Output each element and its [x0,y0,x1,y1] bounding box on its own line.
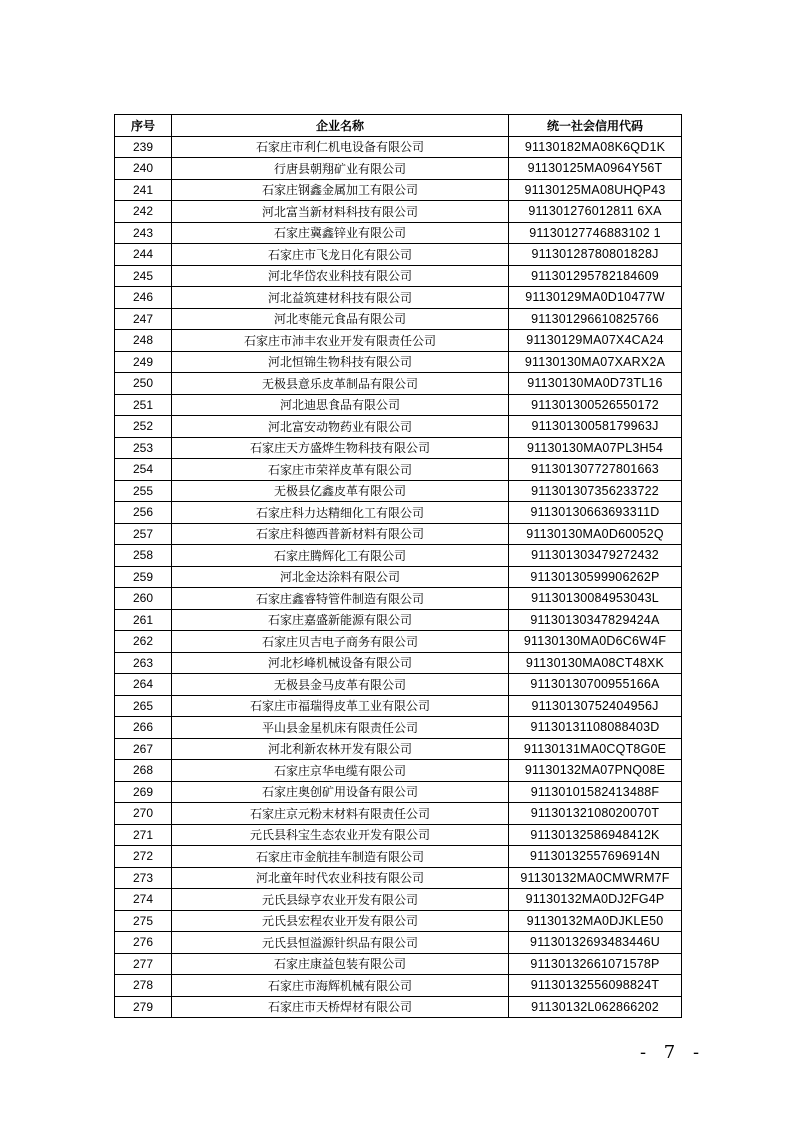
row-credit-code: 91130130MA0D60052Q [509,523,682,545]
row-enterprise-name: 河北杉峰机械设备有限公司 [172,652,509,674]
table-row [115,652,682,674]
row-enterprise-name: 石家庄奥创矿用设备有限公司 [172,781,509,803]
row-index: 251 [115,394,172,416]
row-index: 249 [115,351,172,373]
row-index: 259 [115,566,172,588]
table-row [115,287,682,309]
table-row [115,867,682,889]
table-row [115,588,682,610]
row-credit-code: 91130132MA07PNQ08E [509,760,682,782]
row-enterprise-name: 河北富当新材料科技有限公司 [172,201,509,223]
row-enterprise-name: 石家庄嘉盛新能源有限公司 [172,609,509,631]
table-row [115,717,682,739]
row-credit-code: 911301303479272432 [509,545,682,567]
row-index: 269 [115,781,172,803]
row-index: 254 [115,459,172,481]
row-enterprise-name: 石家庄钢鑫金属加工有限公司 [172,179,509,201]
row-index: 245 [115,265,172,287]
row-credit-code: 91130132MA0DJKLE50 [509,910,682,932]
row-enterprise-name: 石家庄市飞龙日化有限公司 [172,244,509,266]
row-index: 264 [115,674,172,696]
row-credit-code: 91130132693483446U [509,932,682,954]
row-credit-code: 91130129MA0D10477W [509,287,682,309]
row-credit-code: 911301295782184609 [509,265,682,287]
row-enterprise-name: 石家庄市沛丰农业开发有限责任公司 [172,330,509,352]
row-enterprise-name: 石家庄天方盛烨生物科技有限公司 [172,437,509,459]
table-row [115,846,682,868]
row-credit-code: 911301300526550172 [509,394,682,416]
row-credit-code: 91130128780801828J [509,244,682,266]
row-enterprise-name: 无极县金马皮革有限公司 [172,674,509,696]
row-enterprise-name: 行唐县朝翔矿业有限公司 [172,158,509,180]
row-index: 271 [115,824,172,846]
row-credit-code: 91130132L062866202 [509,996,682,1018]
table-body [115,136,682,1018]
row-credit-code: 91130130752404956J [509,695,682,717]
row-index: 266 [115,717,172,739]
table-row [115,416,682,438]
row-enterprise-name: 石家庄科德西普新材料有限公司 [172,523,509,545]
row-index: 262 [115,631,172,653]
table-row [115,394,682,416]
row-index: 263 [115,652,172,674]
row-index: 273 [115,867,172,889]
row-enterprise-name: 河北童年时代农业科技有限公司 [172,867,509,889]
row-credit-code: 91130130MA08CT48XK [509,652,682,674]
table-row [115,459,682,481]
row-index: 261 [115,609,172,631]
table-row [115,265,682,287]
table-row [115,523,682,545]
row-credit-code: 911301307727801663 [509,459,682,481]
row-credit-code: 91130131MA0CQT8G0E [509,738,682,760]
row-credit-code: 91130130058179963J [509,416,682,438]
row-enterprise-name: 河北枣能元食品有限公司 [172,308,509,330]
row-enterprise-name: 元氏县宏程农业开发有限公司 [172,910,509,932]
row-credit-code: 91130132556098824T [509,975,682,997]
row-enterprise-name: 无极县亿鑫皮革有限公司 [172,480,509,502]
row-index: 272 [115,846,172,868]
row-index: 265 [115,695,172,717]
table-row [115,308,682,330]
row-index: 252 [115,416,172,438]
row-enterprise-name: 平山县金星机床有限责任公司 [172,717,509,739]
row-enterprise-name: 石家庄市利仁机电设备有限公司 [172,136,509,158]
table-row [115,480,682,502]
row-index: 242 [115,201,172,223]
row-credit-code: 91130130MA07PL3H54 [509,437,682,459]
row-credit-code: 91130132586948412K [509,824,682,846]
table-row [115,975,682,997]
row-credit-code: 91130130MA07XARX2A [509,351,682,373]
row-credit-code: 91130131108088403D [509,717,682,739]
table-row [115,803,682,825]
row-enterprise-name: 石家庄京元粉末材料有限责任公司 [172,803,509,825]
row-index: 241 [115,179,172,201]
row-credit-code: 91130182MA08K6QD1K [509,136,682,158]
row-index: 246 [115,287,172,309]
row-credit-code: 91130127746883102 1 [509,222,682,244]
table-row [115,609,682,631]
table-row [115,932,682,954]
row-enterprise-name: 石家庄市金航挂车制造有限公司 [172,846,509,868]
table-header-row [115,115,682,137]
row-enterprise-name: 无极县意乐皮革制品有限公司 [172,373,509,395]
table-row [115,760,682,782]
row-enterprise-name: 石家庄市海辉机械有限公司 [172,975,509,997]
row-credit-code: 91130130347829424A [509,609,682,631]
row-enterprise-name: 石家庄科力达精细化工有限公司 [172,502,509,524]
table-row [115,437,682,459]
row-index: 268 [115,760,172,782]
table-row [115,244,682,266]
table-row [115,222,682,244]
row-index: 240 [115,158,172,180]
row-enterprise-name: 河北华岱农业科技有限公司 [172,265,509,287]
row-index: 244 [115,244,172,266]
table-row [115,566,682,588]
row-enterprise-name: 石家庄鑫睿特管件制造有限公司 [172,588,509,610]
table-row [115,953,682,975]
row-enterprise-name: 河北富安动物药业有限公司 [172,416,509,438]
header-index: 序号 [115,115,172,137]
table-row [115,889,682,911]
row-credit-code: 911301296610825766 [509,308,682,330]
row-credit-code: 911301307356233722 [509,480,682,502]
row-index: 253 [115,437,172,459]
header-credit-code: 统一社会信用代码 [509,115,682,137]
row-credit-code: 91130129MA07X4CA24 [509,330,682,352]
row-credit-code: 91130130700955166A [509,674,682,696]
row-index: 256 [115,502,172,524]
table-row [115,201,682,223]
row-credit-code: 91130132MA0CMWRM7F [509,867,682,889]
row-index: 278 [115,975,172,997]
row-enterprise-name: 河北利新农林开发有限公司 [172,738,509,760]
table-row [115,351,682,373]
page-number: - 7 - [640,1042,706,1063]
table-row [115,631,682,653]
enterprise-table [114,114,682,1018]
row-enterprise-name: 石家庄市福瑞得皮革工业有限公司 [172,695,509,717]
row-enterprise-name: 河北迪思食品有限公司 [172,394,509,416]
row-enterprise-name: 石家庄冀鑫锌业有限公司 [172,222,509,244]
table-row [115,373,682,395]
row-enterprise-name: 元氏县绿亨农业开发有限公司 [172,889,509,911]
row-index: 274 [115,889,172,911]
row-credit-code: 91130130663693311D [509,502,682,524]
row-enterprise-name: 河北金达涂料有限公司 [172,566,509,588]
row-enterprise-name: 石家庄腾辉化工有限公司 [172,545,509,567]
row-enterprise-name: 元氏县恒溢源针织品有限公司 [172,932,509,954]
row-credit-code: 91130130MA0D73TL16 [509,373,682,395]
table-row [115,136,682,158]
table-row [115,545,682,567]
row-index: 247 [115,308,172,330]
row-credit-code: 91130125MA0964Y56T [509,158,682,180]
row-index: 257 [115,523,172,545]
row-credit-code: 91130132557696914N [509,846,682,868]
row-index: 279 [115,996,172,1018]
row-enterprise-name: 石家庄贝吉电子商务有限公司 [172,631,509,653]
table-row [115,996,682,1018]
row-credit-code: 91130132661071578P [509,953,682,975]
row-enterprise-name: 石家庄康益包装有限公司 [172,953,509,975]
row-index: 267 [115,738,172,760]
row-index: 276 [115,932,172,954]
row-credit-code: 91130132MA0DJ2FG4P [509,889,682,911]
row-enterprise-name: 石家庄京华电缆有限公司 [172,760,509,782]
table-row [115,781,682,803]
table-row [115,158,682,180]
row-enterprise-name: 石家庄市天桥焊材有限公司 [172,996,509,1018]
row-index: 270 [115,803,172,825]
row-credit-code: 911301276012811 6XA [509,201,682,223]
row-index: 243 [115,222,172,244]
row-credit-code: 91130130084953043L [509,588,682,610]
row-credit-code: 91130101582413488F [509,781,682,803]
row-credit-code: 91130130599906262P [509,566,682,588]
table-row [115,910,682,932]
table-row [115,674,682,696]
row-index: 258 [115,545,172,567]
row-index: 248 [115,330,172,352]
table-row [115,738,682,760]
row-index: 260 [115,588,172,610]
row-enterprise-name: 石家庄市荣祥皮革有限公司 [172,459,509,481]
row-credit-code: 91130125MA08UHQP43 [509,179,682,201]
row-credit-code: 91130130MA0D6C6W4F [509,631,682,653]
table-row [115,824,682,846]
table-row [115,695,682,717]
row-credit-code: 91130132108020070T [509,803,682,825]
header-enterprise-name: 企业名称 [172,115,509,137]
row-enterprise-name: 元氏县科宝生态农业开发有限公司 [172,824,509,846]
row-index: 250 [115,373,172,395]
row-index: 277 [115,953,172,975]
row-index: 275 [115,910,172,932]
table-row [115,502,682,524]
row-enterprise-name: 河北益筑建材科技有限公司 [172,287,509,309]
table-row [115,330,682,352]
row-enterprise-name: 河北恒锦生物科技有限公司 [172,351,509,373]
row-index: 239 [115,136,172,158]
row-index: 255 [115,480,172,502]
table-row [115,179,682,201]
